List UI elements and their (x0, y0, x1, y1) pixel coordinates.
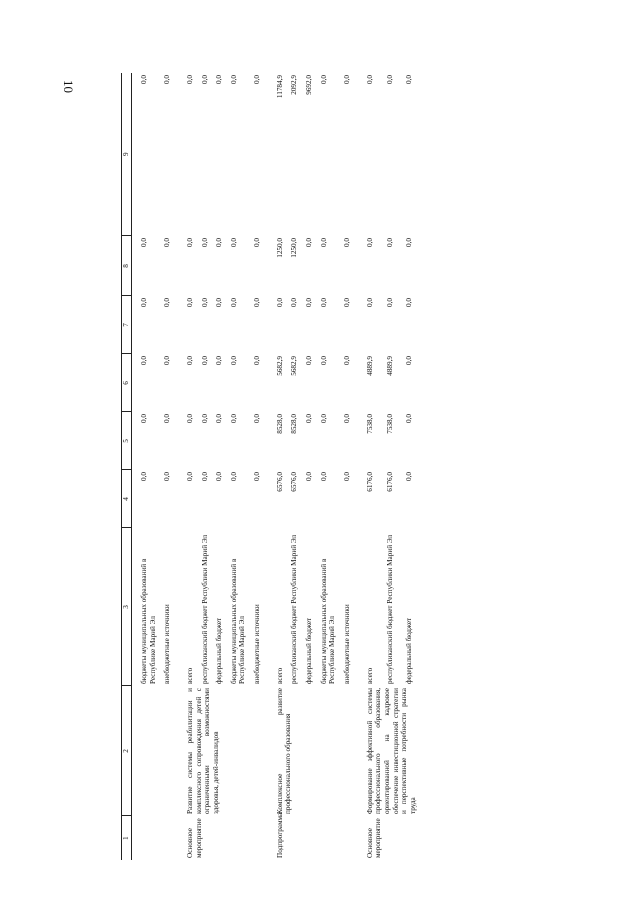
value-cell: 0,0 (253, 472, 262, 481)
value-cell: 0,0 (342, 414, 351, 423)
value-cell: 8528,0 (275, 414, 284, 434)
row-description: Формирование эффективной системы профессионального образования, ориентированной на кадровое обеспечение инвестиционной стратегии и перспективные потребности рынка труда (365, 688, 417, 814)
value-cell: 2092,9 (290, 75, 299, 95)
value-cell: 0,0 (229, 356, 238, 365)
funding-source: республиканский бюджет Республики Марий Эл (200, 534, 209, 684)
value-cell: 0,0 (215, 298, 224, 307)
value-cell: 0,0 (319, 414, 328, 423)
column-header-7: 7 (122, 296, 132, 354)
value-cell: 0,0 (404, 472, 413, 481)
table-row (268, 73, 291, 860)
table-header (122, 73, 132, 860)
funding-source: бюджеты муниципальных образований в Республике Марий Эл (319, 558, 337, 684)
value-cell: 0,0 (200, 414, 209, 423)
row-category-label: Основное мероприятие (185, 818, 203, 858)
value-cell: 1250,0 (275, 238, 284, 258)
page-number: 10 (61, 80, 76, 93)
row-description: Комплексное развитие профессионального образования (275, 688, 293, 814)
table-row (358, 73, 387, 860)
value-cell: 0,0 (140, 298, 148, 307)
value-cell: 0,0 (215, 414, 224, 423)
value-cell: 0,0 (163, 472, 172, 481)
row-category-label: Подпрограмма (275, 812, 284, 858)
value-cell: 0,0 (253, 298, 262, 307)
value-cell: 0,0 (342, 75, 351, 84)
value-cell: 0,0 (140, 414, 148, 423)
column-header-2: 2 (122, 686, 132, 816)
value-cell: 0,0 (305, 414, 314, 423)
value-cell: 0,0 (200, 298, 209, 307)
value-cell: 0,0 (185, 356, 194, 365)
column-header-6: 6 (122, 354, 132, 412)
value-cell: 0,0 (200, 472, 209, 481)
column-header-1: 1 (122, 816, 132, 860)
value-cell: 0,0 (229, 298, 238, 307)
value-cell: 0,0 (290, 298, 299, 307)
value-cell: 0,0 (404, 414, 413, 423)
value-cell: 0,0 (215, 472, 224, 481)
value-cell: 0,0 (386, 298, 395, 307)
value-cell: 0,0 (404, 75, 413, 84)
funding-source: республиканский бюджет Республики Марий Эл (386, 534, 395, 684)
value-cell: 0,0 (365, 75, 374, 84)
rotated-table-container (121, 73, 636, 860)
value-cell: 0,0 (275, 298, 284, 307)
value-cell: 0,0 (200, 238, 209, 247)
column-header-8: 8 (122, 236, 132, 296)
value-cell: 0,0 (342, 298, 351, 307)
value-cell: 4889,9 (365, 356, 374, 376)
value-cell: 0,0 (319, 75, 328, 84)
value-cell: 0,0 (404, 238, 413, 247)
value-cell: 0,0 (342, 238, 351, 247)
row-description (132, 686, 178, 816)
value-cell: 5682,9 (275, 356, 284, 376)
column-header-3: 3 (122, 528, 132, 686)
funding-source: федеральный бюджет (305, 617, 314, 684)
value-cell: 0,0 (140, 75, 148, 84)
value-cell: 6576,0 (290, 472, 299, 492)
value-cell: 0,0 (140, 356, 148, 365)
value-cell: 0,0 (229, 238, 238, 247)
value-cell: 0,0 (319, 238, 328, 247)
value-cell: 6176,0 (365, 472, 374, 492)
value-cell: 0,0 (229, 472, 238, 481)
value-cell: 0,0 (342, 472, 351, 481)
value-cell: 9692,0 (305, 75, 314, 95)
value-cell: 0,0 (404, 298, 413, 307)
value-cell: 0,0 (365, 298, 374, 307)
value-cell: 11784,9 (275, 75, 284, 99)
funding-source: всего (275, 667, 284, 684)
value-cell: 8528,0 (290, 414, 299, 434)
funding-source: всего (185, 667, 194, 684)
value-cell: 0,0 (140, 238, 148, 247)
funding-source: внебюджетные источники (253, 604, 262, 684)
value-cell: 0,0 (163, 238, 172, 247)
value-cell: 0,0 (185, 414, 194, 423)
value-cell: 0,0 (163, 414, 172, 423)
column-header-9: 9 (122, 73, 132, 236)
value-cell: 0,0 (305, 356, 314, 365)
value-cell: 7538,0 (365, 414, 374, 434)
value-cell: 0,0 (163, 356, 172, 365)
value-cell: 0,0 (185, 298, 194, 307)
table-row (178, 73, 201, 860)
row-category-label (132, 816, 178, 860)
funding-source: внебюджетные источники (342, 604, 351, 684)
row-category-label: Основное мероприятие (365, 818, 383, 858)
value-cell: 0,0 (200, 75, 209, 84)
value-cell: 0,0 (253, 414, 262, 423)
funding-source: бюджеты муниципальных образований в Республике Марий Эл (140, 558, 157, 684)
funding-source: всего (365, 667, 374, 684)
funding-source: федеральный бюджет (404, 617, 413, 684)
funding-source: республиканский бюджет Республики Марий Эл (290, 534, 299, 684)
value-cell: 6576,0 (275, 472, 284, 492)
value-cell: 7538,0 (386, 414, 395, 434)
value-cell: 0,0 (215, 356, 224, 365)
row-description: Развитие системы реабилитации и комплексного сопровождения детей с ограниченными возможностями здоровья, детей-инвалидов (185, 688, 220, 814)
funding-table (121, 73, 423, 860)
value-cell: 0,0 (229, 414, 238, 423)
value-cell: 0,0 (163, 298, 172, 307)
column-header-4: 4 (122, 470, 132, 528)
value-cell: 0,0 (404, 356, 413, 365)
value-cell: 0,0 (305, 238, 314, 247)
value-cell: 0,0 (305, 298, 314, 307)
value-cell: 0,0 (305, 472, 314, 481)
value-cell: 1250,0 (290, 238, 299, 258)
value-cell: 4889,9 (386, 356, 395, 376)
funding-source: федеральный бюджет (215, 617, 224, 684)
value-cell: 0,0 (253, 75, 262, 84)
value-cell: 0,0 (386, 75, 395, 84)
value-cell: 0,0 (386, 238, 395, 247)
funding-source: внебюджетные источники (163, 604, 172, 684)
table-body (132, 73, 424, 860)
value-cell: 0,0 (200, 356, 209, 365)
value-cell: 0,0 (163, 75, 172, 84)
value-cell: 0,0 (319, 356, 328, 365)
value-cell: 0,0 (140, 472, 148, 481)
value-cell: 5682,9 (290, 356, 299, 376)
value-cell: 0,0 (185, 472, 194, 481)
value-cell: 0,0 (229, 75, 238, 84)
value-cell: 0,0 (253, 356, 262, 365)
value-cell: 0,0 (215, 238, 224, 247)
value-cell: 0,0 (319, 472, 328, 481)
value-cell: 0,0 (342, 356, 351, 365)
value-cell: 0,0 (253, 238, 262, 247)
value-cell: 0,0 (185, 75, 194, 84)
value-cell: 0,0 (365, 238, 374, 247)
value-cell: 0,0 (185, 238, 194, 247)
column-header-5: 5 (122, 412, 132, 470)
value-cell: 0,0 (319, 298, 328, 307)
funding-source: бюджеты муниципальных образований в Республике Марий Эл (229, 558, 247, 684)
value-cell: 0,0 (215, 75, 224, 84)
value-cell: 6176,0 (386, 472, 395, 492)
table-row (132, 73, 164, 860)
